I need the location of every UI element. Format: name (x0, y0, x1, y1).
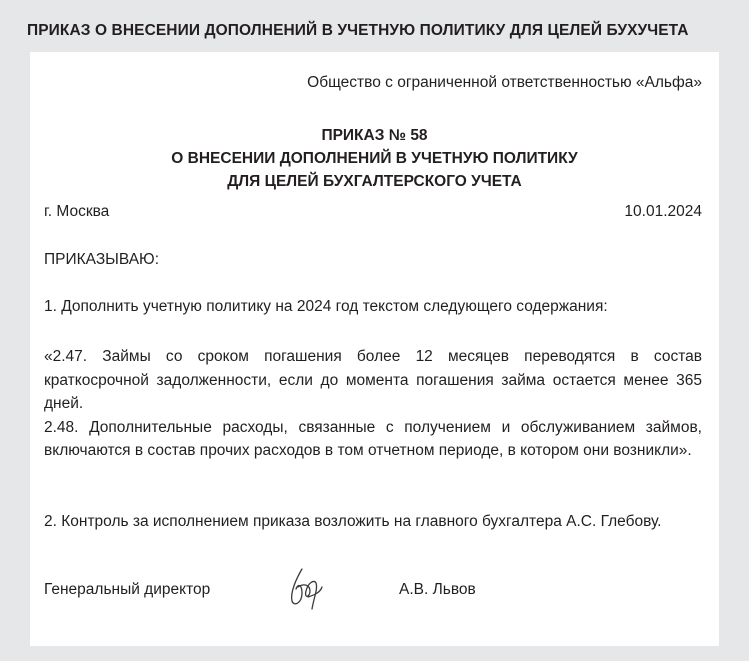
clause-2-48: 2.48. Дополнительные расходы, связанные с получением и обслуживанием займов, включаются в состав прочих расходов в том отчетном периоде, в котором они возникли». (44, 418, 702, 459)
place-date-row (44, 203, 702, 221)
organization-name: Общество с ограниченной ответственностью «Альфа» (307, 74, 702, 91)
order-item-2: 2. Контроль за исполнением приказа возложить на главного бухгалтера А.С. Глебову. (44, 513, 662, 530)
signature-icon (268, 557, 348, 617)
page-heading: ПРИКАЗ О ВНЕСЕНИИ ДОПОЛНЕНИЙ В УЧЕТНУЮ ПОЛИТИКУ ДЛЯ ЦЕЛЕЙ БУХУЧЕТА (27, 22, 689, 39)
order-document (30, 52, 719, 646)
policy-addition-quote (44, 345, 702, 463)
order-item-1: 1. Дополнить учетную политику на 2024 год текстом следующего содержания: (44, 298, 608, 315)
city: г. Москва (44, 203, 110, 220)
order-word: ПРИКАЗЫВАЮ: (44, 251, 160, 268)
signer-title: Генеральный директор (44, 581, 211, 598)
order-date: 10.01.2024 (624, 203, 702, 220)
order-number-title: ПРИКАЗ № 58 (321, 127, 428, 144)
signer-name: А.В. Львов (399, 581, 476, 598)
order-subject-title-line2: ДЛЯ ЦЕЛЕЙ БУХГАЛТЕРСКОГО УЧЕТА (227, 173, 522, 190)
order-subject-title-line1: О ВНЕСЕНИИ ДОПОЛНЕНИЙ В УЧЕТНУЮ ПОЛИТИКУ (171, 150, 578, 167)
clause-2-47: «2.47. Займы со сроком погашения более 12 месяцев переводятся в состав краткосрочной задолженности, если до момента погашения займа остается менее 365 дней. (44, 348, 702, 412)
